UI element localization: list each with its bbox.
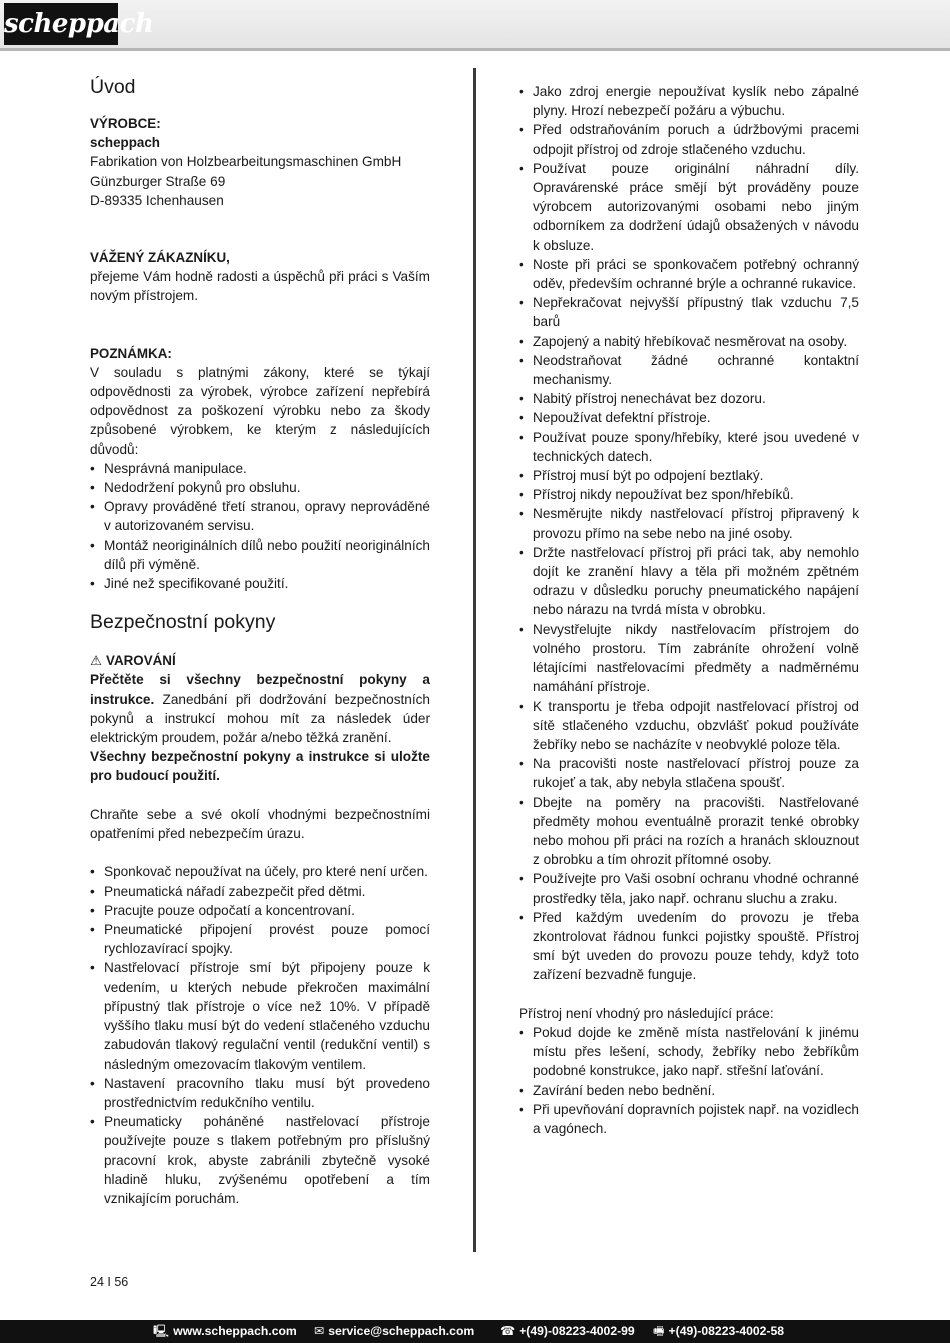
list-item: • Přístroj musí být po odpojení beztlaký. [519, 466, 859, 485]
list-item: • Pracujte pouze odpočatí a koncentrovaní. [90, 901, 430, 920]
address-line: D-89335 Ichenhausen [90, 192, 224, 208]
footer-web-text: www.scheppach.com [173, 1324, 297, 1338]
manufacturer-name: scheppach [90, 135, 160, 151]
customer-text: přejeme Vám hodně radosti a úspěchů při práci s Vaším novým přístrojem. [90, 269, 430, 304]
list-item: • Před odstraňováním poruch a údržbovými pracemi odpojit přístroj od zdroje stlačeného vzduchu. [519, 120, 859, 158]
list-item: • Nabitý přístroj nenechávat bez dozoru. [519, 389, 859, 408]
footer-phone-text: +(49)-08223-4002-99 [519, 1324, 635, 1338]
list-item: • Noste při práci se sponkovačem potřebný ochranný oděv, především ochranné brýle a ochranné rukavice. [519, 255, 859, 293]
list-item: • Zapojený a nabitý hřebíkovač nesměrovat na osoby. [519, 332, 859, 351]
list-item: • Přístroj nikdy nepoužívat bez spon/hřebíků. [519, 485, 859, 504]
list-item: • Jako zdroj energie nepoužívat kyslík nebo zápalné plyny. Hrozí nebezpečí požáru a výbuchu. [519, 82, 859, 120]
list-item: • Držte nastřelovací přístroj při práci tak, aby nemohlo dojít ke zranění hlavy a těla při možném zpětném odrazu v důsledku poruchy pneumatického napájení nebo nárazu na tvrdá místa v obrobku. [519, 543, 859, 620]
footer-fax [653, 1320, 784, 1343]
warning-keep [90, 747, 430, 785]
footer-mail-text: service@scheppach.com [328, 1324, 475, 1338]
right-column [519, 82, 859, 1138]
address-line: Günzburger Straße 69 [90, 173, 226, 189]
list-item: • K transportu je třeba odpojit nastřelovací přístroj od sítě stlačeného vzduchu, obzvlášť pokud používáte žebříky nebo se nacházíte v neobvyklé poloze těla. [519, 697, 859, 755]
list-item: • Jiné než specifikované použití. [90, 574, 430, 593]
list-item: • Nepřekračovat nejvyšší přípustný tlak vzduchu 7,5 barů [519, 293, 859, 331]
fax-icon: 🖷 [653, 1324, 665, 1338]
customer-label: VÁŽENÝ ZÁKAZNÍKU, [90, 250, 230, 266]
list-item: • Neodstraňovat žádné ochranné kontaktní mechanismy. [519, 351, 859, 389]
note-label: POZNÁMKA: [90, 345, 172, 361]
safety-list-left [90, 862, 430, 1208]
left-column [90, 72, 430, 1208]
list-item: • Montáž neoriginálních dílů nebo použití neoriginálních dílů při výměně. [90, 536, 430, 574]
list-item: • Používat pouze originální náhradní díly. Opravárenské práce smějí být prováděny pouze výrobcem autorizovanými osobami nebo jiným odborníkem za dodržení údajů obsažených v návodu k obsluze. [519, 159, 859, 255]
list-item: • Zavírání beden nebo bednění. [519, 1081, 859, 1100]
scheppach-logo: scheppach [4, 3, 118, 45]
list-item: • Používejte pro Vaši osobní ochranu vhodné ochranné prostředky těla, jako např. ochranu sluchu a zraku. [519, 869, 859, 907]
warning-bold-keep: Všechny bezpečnostní pokyny a instrukce si uložte pro budoucí použití. [90, 749, 430, 784]
safety-title: Bezpečnostní pokyny [90, 611, 276, 634]
list-item: • Sponkovač nepoužívat na účely, pro které není určen. [90, 862, 430, 881]
list-item: • Nesměrujte nikdy nastřelovací přístroj připravený k provozu přímo na sebe nebo na jiné osoby. [519, 504, 859, 542]
unsuitable-intro: Přístroj není vhodný pro následující práce: [519, 1005, 774, 1021]
mail-icon: ✉ [314, 1324, 325, 1338]
footer-mail[interactable] [314, 1320, 474, 1343]
list-item: • Nastřelovací přístroje smí být připojeny pouze k vedením, u kterých nebude překročen maximální přípustný tlak přístroje o více než 10%. V případě vyššího tlaku musí být do vedení stlačeného vzduchu zabudován tlakový regulační ventil (redukční ventil) s následným omezovacím tlakovým ventilem. [90, 958, 430, 1073]
list-item: • Pneumatická nářadí zabezpečit před dětmi. [90, 882, 430, 901]
note-list [90, 459, 430, 593]
list-item: • Pneumaticky poháněné nastřelovací přístroje používejte pouze s tlakem potřebným pro příslušný pracovní krok, abyste zabránili zbytečně vysoké hladině hluku, zvýšenému opotřebení a tím vznikajícím poruchám. [90, 1112, 430, 1208]
phone-icon: ☎ [500, 1324, 516, 1338]
list-item: • Dbejte na poměry na pracovišti. Nastřelované předměty mohou eventuálně prorazit tenké obrobky nebo mohou při práci na rozích a hranách sklouznout z obrobku a tím ohrozit přítomné osoby. [519, 793, 859, 870]
address-line: Fabrikation von Holzbearbeitungsmaschinen GmbH [90, 154, 402, 170]
protect-text: Chraňte sebe a své okolí vhodnými bezpečnostními opatřeními před nebezpečím úrazu. [90, 806, 430, 842]
list-item: • Při upevňování dopravních pojistek např. na vozidlech a vagónech. [519, 1100, 859, 1138]
footer-phone [500, 1320, 635, 1343]
note-text: V souladu s platnými zákony, které se týkají odpovědnosti za výrobek, výrobce zařízení nepřebírá odpovědnost za poškození výrobku nebo za škody způsobené výrobkem, ke kterým z následujících důvodů: [90, 364, 430, 457]
warning-triangle-icon: ⚠ [90, 653, 103, 669]
list-item: • Před každým uvedením do provozu je třeba zkontrolovat řádnou funkci pojistky spouště. Přístroj smí být uveden do provozu pouze tehdy, když toto zařízení bezvadně funguje. [519, 908, 859, 985]
warning-text: Zanedbání při dodržování bezpečnostních pokynů a instrukcí mohou mít za následek úder elektrickým proudem, požár a/nebo těžká zranění. [90, 691, 430, 746]
manufacturer-label: VÝROBCE: [90, 116, 161, 131]
safety-list-right [519, 82, 859, 985]
list-item: • Nesprávná manipulace. [90, 459, 430, 478]
warning-heading [90, 651, 430, 670]
header-band [0, 0, 950, 51]
monitor-icon: 🖳 [153, 1324, 170, 1338]
list-item: • Pokud dojde ke změně místa nastřelování k jinému místu přes lešení, schody, žebříky nebo žebříkům podobné konstrukce, jako např. střešní laťování. [519, 1023, 859, 1081]
list-item: • Nevystřelujte nikdy nastřelovacím přístrojem do volného prostoru. Tím zabráníte ohrožení volně létajícími nastřelovacími předměty a nadměrnému namáhání přístroje. [519, 620, 859, 697]
list-item: • Pneumatické připojení provést pouze pomocí rychlozavírací spojky. [90, 920, 430, 958]
footer-web[interactable] [153, 1320, 297, 1343]
list-item: • Na pracovišti noste nastřelovací přístroj pouze za rukojeť a tak, aby nebyla stlačena spoušť. [519, 754, 859, 792]
page-number: 24 I 56 [90, 1275, 129, 1289]
list-item: • Používat pouze spony/hřebíky, které jsou uvedené v technických datech. [519, 428, 859, 466]
unsuitable-list [519, 1023, 859, 1138]
footer-bar [0, 1320, 950, 1343]
list-item: • Nedodržení pokynů pro obsluhu. [90, 478, 430, 497]
list-item: • Nepoužívat defektní přístroje. [519, 408, 859, 427]
warning-paragraph [90, 670, 430, 747]
column-divider [473, 68, 476, 1252]
list-item: • Nastavení pracovního tlaku musí být provedeno prostřednictvím redukčního ventilu. [90, 1074, 430, 1112]
intro-title: Úvod [90, 76, 136, 98]
warning-bold-read: Přečtěte si všechny bezpečnostní pokyny a instrukce. [90, 672, 430, 707]
footer-fax-text: +(49)-08223-4002-58 [668, 1324, 785, 1338]
warning-label: VAROVÁNÍ [106, 653, 176, 669]
list-item: • Opravy prováděné třetí stranou, opravy neprováděné v autorizovaném servisu. [90, 497, 430, 535]
